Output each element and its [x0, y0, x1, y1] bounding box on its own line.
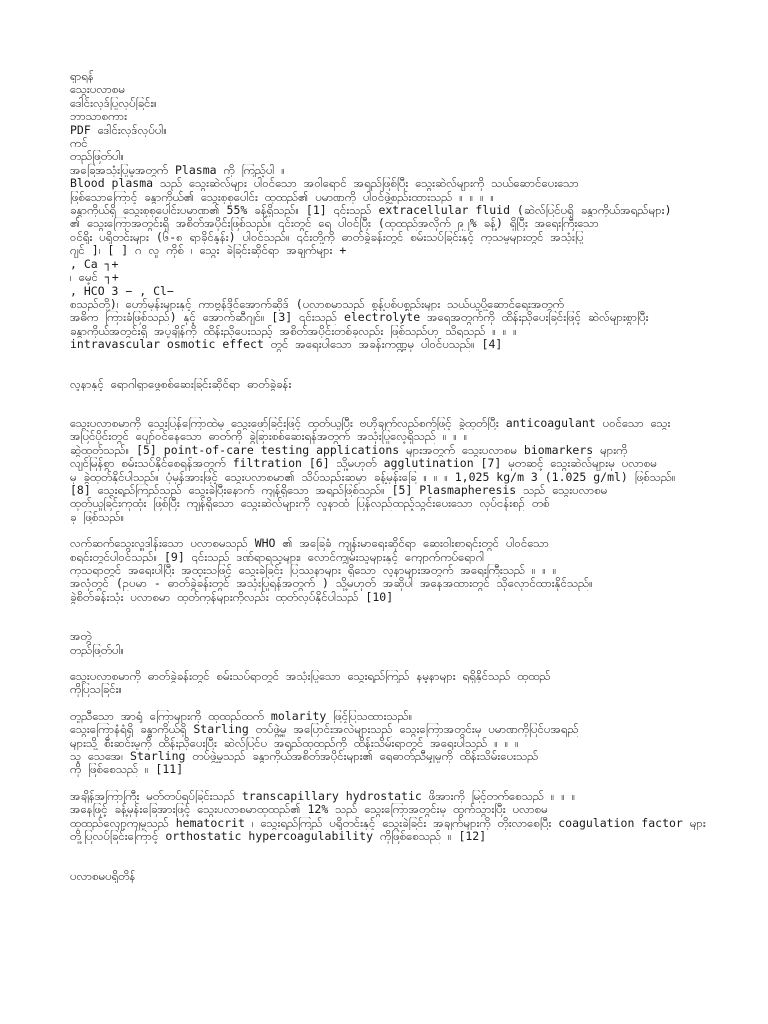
text-line: Blood plasma သည် သွေးဆဲလ်များ ပါဝင်သော အဝါရောင် အရည်ဖြစ်ပြီး သွေးဆဲလ်များကို သယ်ဆောင်ပေးသော — [70, 177, 579, 191]
text-line: သွေးပလာစမာကို သွေးပြန်ကြောထဲမှ သွေးဖော်ခြင်းဖြင့် ထုတ်ယူပြီး ဗဟိုချက်လည်စက်ဖြင့် ခွဲထုတ်ပြီး anticoagulant ပဝင်သော သွေး — [70, 416, 671, 430]
edit-link[interactable]: တည်ဖြတ်ပါ။ — [70, 643, 125, 657]
section-heading: လူနာနှင့် ရောဂါရှာဖွေစစ်ဆေးခြင်းဆိုင်ရာ ဓာတ်ခွဲခန်း — [70, 377, 292, 391]
header-block — [70, 70, 730, 164]
text-line: သွေးကြောနံရံရှိ ခန္ဓာကိုယ်ရှိ Starling တပ်ဖွဲ့မှု အပြောင်းအလဲများသည် သွေးကြောအတွင်းမှ ပမာဏကိုပြင်ပအရည် — [70, 723, 579, 737]
paragraph-who — [70, 537, 730, 604]
text-line: intravascular osmotic effect တွင် အရေးပါသော အခန်းကဏ္ဍမှ ပါဝင်ပသည်။ [4] — [70, 338, 503, 352]
text-line: ခန္ဓာကိုယ်အတွင်းရှိ အပူချိန်ကို ထိန်းညှိပေးသည့် အစိတ်အပိုင်းတစ်ခုလည်း ဖြစ်သည်ဟု သိရသည် ။ ။ ။ — [70, 324, 517, 338]
paragraph-intro — [70, 164, 730, 352]
text-line: စရင်းတွင်ပါဝင်သည်။ [9] ၎င်းသည် ဒဏ်ရာရသူများ၊ လောင်ကျွမ်းသူများနှင့် ကျောက်ကပ်ရောဂါ — [70, 550, 485, 564]
text-line: ဖြစ်သောကြောင့် ခန္ဓာကိုယ်၏ သွေးစုစုပေါင်း ထုထည်၏ ပမာဏကို ပါဝင်ဖွဲ့စည်းထားသည် ။ ။ ။ ။ — [70, 190, 495, 204]
text-line: များသို့ စီးဆင်းမှုကို ထိန်းညှိပေးပြီး ဆဲလ်ပြင်ပ အရည်ထုထည်ကို ထိန်းသိမ်းရာတွင် အရေးပါသည် ။ ။ ။ — [70, 736, 519, 750]
paragraph-lab — [70, 417, 730, 524]
text-line: လက်ဆက်သွေးလှူဒါန်းသော ပလာစမသည် WHO ၏ အခြေခံ ကျန်းမာရေးဆိုင်ရာ ဆေးဝါးစာရင်းတွင် ပါဝင်သော — [70, 537, 549, 551]
text-line: သူ သေအေ၊ Starling တပ်ဖွဲ့မှုသည် ခန္ဓာကိုယ်အစိတ်အပိုင်းများ၏ ရေဓာတ်ညီမျှမှုကို ထိန်းသိမ်းပေးသည် — [70, 750, 539, 764]
text-line: , HCO 3 − , Cl− — [70, 284, 174, 298]
text-line: , Ca ┐+ — [70, 257, 119, 271]
text-line: အပြင်ပိုင်းတွင် ပျော်ဝင်နေသော ဓာတ်ကို ခွဲခြားစစ်ဆေးရန်အတွက် အသုံးပြုလေ့ရှိသည် ။ ။ ။ — [70, 430, 468, 444]
section-heading-proteins — [70, 870, 730, 883]
text-line: ဂျင် ]၊ [ ] ဂ လူ ကိုစ် ၊ သွေး ခဲခြင်းဆိုင်ရာ အချက်များ + — [70, 244, 347, 258]
text-line: အနေဖြင့် ခန့်မှန်းခြေအားဖြင့် သွေးပလာစမာထုထည်၏ 12% သည် သွေးကြောအတွင်းမှ ထွက်သွားပြီး ပလာစမ — [70, 803, 548, 817]
figure-caption — [70, 670, 730, 697]
text-line: တို့ပြလပ်ခြင်းကြောင့် orthostatic hypercoagulability ကိုဖြစ်စေသည် ။ [12] — [70, 830, 487, 844]
text-line: အဓိက ကြားခံဖြစ်သည်) နှင့် အောက်ဆီဂျင်။ [3] ၎င်းသည် electrolyte အရေအတွက်ကို ထိန်းညှိပေးခြင်းဖြင့် ဆဲလ်များစွာပြီး — [70, 311, 649, 325]
search-link[interactable]: ရှာရန် — [70, 70, 94, 83]
text-line: ခွဲစိတ်ခန်းသုံး ပလာစမာ ထုတ်ကုန်များကိုလည်း ထုတ်လုပ်နိုင်ပါသည် [10] — [70, 590, 394, 604]
paragraph-standing — [70, 790, 730, 844]
edit-label: ကင် — [70, 137, 88, 151]
paragraph-starling — [70, 710, 730, 777]
text-line: [8] သွေးရည်ကြည်သည် သွေးခဲပြီးနောက် ကျန်ရှိသော အရည်ဖြစ်သည်။ [5] Plasmapheresis သည် သွေးပလာစမ — [70, 483, 608, 497]
text-line: ခု ဖြစ်သည်။ — [70, 510, 125, 524]
document-page — [70, 70, 730, 883]
text-line: မှ ခွဲထုတ်နိုင်ပါသည်။ ပုံမှန်အားဖြင့် သွေးပလာစမာ၏ သိပ်သည်းဆမှာ ခန့်မှန်းခြေ ။ ။ ။ 1,025 kg/m 3 (1.025 g/ml) ဖြစ်သည်။ — [70, 470, 676, 484]
text-line: ကို ဖြစ်စေသည် ။ [11] — [70, 763, 184, 777]
language-link[interactable]: ဘာသာစကား — [70, 110, 128, 124]
text-line: ထုတ်ယူခြင်းကုထုံး ဖြစ်ပြီး ကျန်ရှိသော သွေးဆဲလ်များကို လူနာထံ ပြန်လည်ထည့်သွင်းပေးသော လုပ်ငန်းစဉ် တစ် — [70, 497, 550, 511]
text-line: ခန္ဓာကိုယ်ရှိ သွေးစုစုပေါင်းပမာဏ၏ 55% ခန့်ရှိသည်။ [1] ၎င်းသည် extracellular fluid (ဆဲလ်ပြင်ပရှိ ခန္ဓာကိုယ်အရည်များ) — [70, 204, 672, 218]
text-line: သွေးပလာစမာကို ဓာတ်ခွဲခန်းတွင် စမ်းသပ်ရာတွင် အသုံးပြုသော သွေးရည်ကြည် နမူနာများ ရရှိနိုင်သည် ထုထည် — [70, 670, 551, 684]
text-line: အခြေအသုံးပြုမှုအတွက် Plasma ကို ကြည့်ပါ ။ — [70, 163, 285, 177]
text-line: အလုံတွင် (ဥပမာ - ဓာတ်ခွဲခန်းတွင် အသုံးပြုရန်အတွက် ) သို့မဟုတ် အဆိုပါ အနေအထားတွင် သိုလှောင်ထားနိုင်သည်။ — [70, 577, 593, 591]
text-line: ၏ သွေးကြောအတွင်းရှိ အစိတ်အပိုင်းဖြစ်သည်။ ၎င်းတွင် ရေ ပါဝင်ပြီး (ထုထည်အလိုက် ၉၂% ခန့်) ရှိပြီး အရေးကြီးသော — [70, 217, 599, 231]
text-line: ဝင်ရိုး ပရိုတင်းများ (၆-၈ ရာခိုင်နှုန်း) ပါဝင်သည်။ ၎င်းတို့ကို ဓာတ်ခွဲခန်းတွင် စမ်းသပ်ခြင်းနှင့် ကုသမှုများတွင် အသုံးပြု — [70, 230, 584, 244]
text-line: ကိုပြသခြင်း။ — [70, 683, 123, 697]
section-heading: အတွဲ — [70, 630, 92, 644]
text-line: ကုသရာတွင် အရေးပါပြီး အထူးသဖြင့် သွေးခဲခြင်း ပြဿနာများ ရှိသော လူနာများအတွက် အရေးကြီးသည် ။ ။ ။ — [70, 564, 557, 577]
download-link[interactable]: ဒေါင်းလုဒ်ပြုလုပ်ခြင်း။ — [70, 96, 157, 110]
section-heading: ပလာစမပရိုတိန် — [70, 869, 136, 883]
text-line: စသည်တို့)၊ ဟော်မုန်းများနှင့် ကာဗွန်ဒိုင်အောက်ဆိုဒ် (ပလာစမာသည် စွန့်ပစ်ပစ္စည်းများ သယ်ယူပို့ဆောင်ရေးအတွက် — [70, 297, 564, 311]
text-line: အချိန်အကြာကြီး မတ်တပ်ရပ်ခြင်းသည် transcapillary hydrostatic ဖိအားကို မြင့်တက်စေသည် ။ ။ ။ — [70, 789, 576, 803]
text-line: ဆွဲထုတ်သည်။ [5] point-of-care testing applications များအတွက် သွေးပလာစမ biomarkers များကို — [70, 443, 628, 457]
text-line: လျင်မြန်စွာ စမ်းသပ်နိုင်စေရန်အတွက် filtration [6] သို့မဟုတ် agglutination [7] မှတဆင့် သွေးဆဲလ်များမှ ပလာစမ — [70, 457, 657, 471]
text-line: ၊ မေ့င် ┐+ — [70, 271, 119, 285]
volume-heading-block — [70, 630, 730, 657]
edit-link[interactable]: တည်ဖြတ်ပါ။ — [70, 150, 125, 164]
text-line: တူညီသော အာရုံ ကြောများကို ထုထည်ထက် molarity ဖြင့်ပြသထားသည်။ — [70, 709, 413, 723]
section-heading-lab — [70, 378, 730, 391]
pdf-download-link[interactable]: PDF ဒေါင်းလုဒ်လုပ်ပါ။ — [70, 123, 167, 137]
text-line: ထုထည်လျော့ကျမှုသည် hematocrit ၊ သွေးရည်ကြည် ပရိုတင်းနှင့် သွေးခဲခြင်း အချက်များကို တိုးလာစေပြီး coagulation factor များ — [70, 816, 706, 830]
article-title: သွေးပလာစမ — [70, 83, 125, 97]
